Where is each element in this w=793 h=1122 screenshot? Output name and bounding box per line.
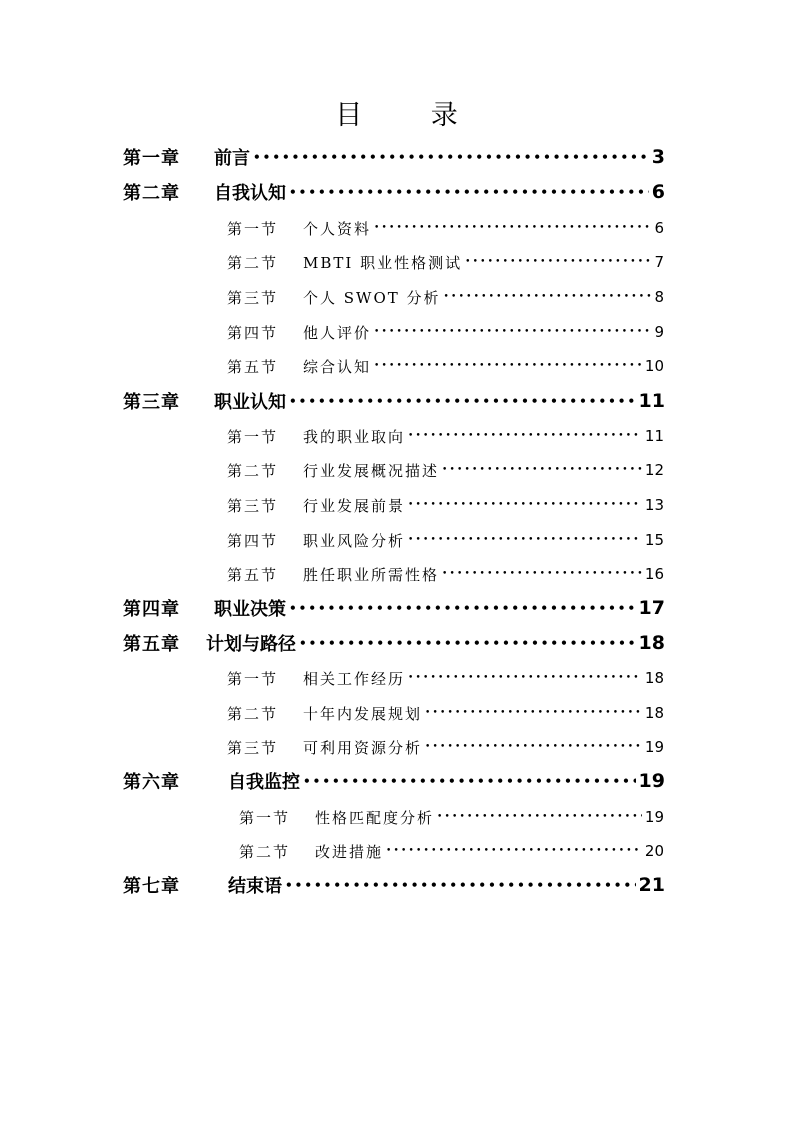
dot-leader (408, 431, 642, 441)
section-number: 第二节 (227, 461, 279, 480)
toc-section-6-1[interactable] (239, 800, 664, 834)
toc-section-2-5[interactable] (227, 349, 664, 383)
section-number: 第一节 (227, 219, 279, 238)
toc-chapter-1[interactable] (123, 140, 665, 174)
toc-section-3-1[interactable] (227, 419, 664, 453)
page-number: 8 (654, 288, 664, 306)
section-title: 胜任职业所需性格 (303, 565, 440, 584)
dot-leader (289, 394, 636, 408)
section-title: 相关工作经历 (303, 669, 406, 688)
section-title: 个人 SWOT 分析 (303, 288, 441, 307)
page-number: 12 (644, 461, 664, 479)
chapter-number: 第三章 (123, 392, 180, 413)
dot-leader (465, 257, 651, 267)
page-number: 18 (644, 704, 664, 722)
toc-section-2-3[interactable] (227, 280, 664, 314)
chapter-title: 计划与路径 (206, 634, 296, 655)
section-number: 第五节 (227, 565, 279, 584)
toc-chapter-3[interactable] (123, 384, 665, 418)
chapter-number: 第四章 (123, 599, 180, 620)
toc-section-2-4[interactable] (227, 315, 664, 349)
page-number: 17 (638, 597, 665, 619)
toc-title: 目 录 (335, 100, 488, 131)
dot-leader (408, 673, 642, 683)
dot-leader (303, 774, 636, 788)
section-number: 第五节 (227, 357, 279, 376)
page-number: 11 (638, 390, 665, 412)
section-number: 第三节 (227, 738, 279, 757)
dot-leader (425, 708, 642, 718)
chapter-number: 第二章 (123, 183, 180, 204)
toc-chapter-7[interactable] (123, 868, 665, 902)
section-title: 十年内发展规划 (303, 704, 423, 723)
page-number: 3 (651, 146, 665, 168)
dot-leader (374, 327, 651, 337)
section-number: 第二节 (239, 842, 291, 861)
dot-leader (374, 223, 651, 233)
section-number: 第四节 (227, 531, 279, 550)
dot-leader (299, 636, 636, 650)
section-title: MBTI 职业性格测试 (303, 253, 463, 272)
chapter-number: 第一章 (123, 148, 180, 169)
toc-section-5-3[interactable] (227, 730, 664, 764)
chapter-number: 第六章 (123, 772, 180, 793)
page-number: 19 (638, 770, 665, 792)
dot-leader (374, 361, 642, 371)
page-number: 6 (654, 219, 664, 237)
toc-section-2-1[interactable] (227, 211, 664, 245)
dot-leader (289, 185, 649, 199)
page-number: 16 (644, 565, 664, 583)
chapter-title: 职业认知 (214, 392, 286, 413)
toc-chapter-4[interactable] (123, 591, 665, 625)
toc-section-3-4[interactable] (227, 523, 664, 557)
section-number: 第四节 (227, 323, 279, 342)
chapter-title: 前言 (214, 148, 250, 169)
page-number: 19 (644, 738, 664, 756)
page-number: 19 (644, 808, 664, 826)
section-title: 行业发展概况描述 (303, 461, 440, 480)
dot-leader (253, 150, 649, 164)
section-number: 第三节 (227, 288, 279, 307)
page-number: 6 (651, 181, 665, 203)
chapter-number: 第七章 (123, 876, 180, 897)
dot-leader (408, 535, 642, 545)
section-title: 可利用资源分析 (303, 738, 423, 757)
section-number: 第一节 (227, 669, 279, 688)
page-number: 13 (644, 496, 664, 514)
toc-section-3-5[interactable] (227, 557, 664, 591)
dot-leader (289, 601, 636, 615)
dot-leader (408, 500, 642, 510)
toc-section-3-2[interactable] (227, 453, 664, 487)
dot-leader (444, 292, 652, 302)
section-number: 第一节 (239, 808, 291, 827)
toc-section-6-2[interactable] (239, 834, 664, 868)
section-title: 综合认知 (303, 357, 372, 376)
dot-leader (386, 846, 642, 856)
page-number: 10 (644, 357, 664, 375)
toc-chapter-5[interactable] (123, 626, 665, 660)
page-number: 7 (654, 253, 664, 271)
section-title: 职业风险分析 (303, 531, 406, 550)
section-title: 他人评价 (303, 323, 372, 342)
dot-leader (442, 465, 642, 475)
page-number: 11 (644, 427, 664, 445)
chapter-title: 结束语 (228, 876, 282, 897)
toc-chapter-6[interactable] (123, 764, 665, 798)
section-number: 第二节 (227, 704, 279, 723)
chapter-title: 自我监控 (228, 772, 300, 793)
page-number: 18 (638, 632, 665, 654)
page-number: 18 (644, 669, 664, 687)
section-title: 我的职业取向 (303, 427, 406, 446)
section-title: 行业发展前景 (303, 496, 406, 515)
dot-leader (437, 812, 642, 822)
toc-section-5-2[interactable] (227, 696, 664, 730)
dot-leader (442, 569, 642, 579)
section-number: 第二节 (227, 253, 279, 272)
chapter-title: 自我认知 (214, 183, 286, 204)
section-title: 改进措施 (315, 842, 384, 861)
page-number: 15 (644, 531, 664, 549)
page-number: 21 (638, 874, 665, 896)
toc-section-2-2[interactable] (227, 245, 664, 279)
toc-chapter-2[interactable] (123, 175, 665, 209)
toc-section-5-1[interactable] (227, 661, 664, 695)
section-number: 第三节 (227, 496, 279, 515)
chapter-number: 第五章 (123, 634, 180, 655)
section-title: 个人资料 (303, 219, 372, 238)
page-number: 9 (654, 323, 664, 341)
chapter-title: 职业决策 (214, 599, 286, 620)
section-title: 性格匹配度分析 (315, 808, 435, 827)
dot-leader (285, 878, 636, 892)
toc-section-3-3[interactable] (227, 488, 664, 522)
page-number: 20 (644, 842, 664, 860)
dot-leader (425, 742, 642, 752)
section-number: 第一节 (227, 427, 279, 446)
